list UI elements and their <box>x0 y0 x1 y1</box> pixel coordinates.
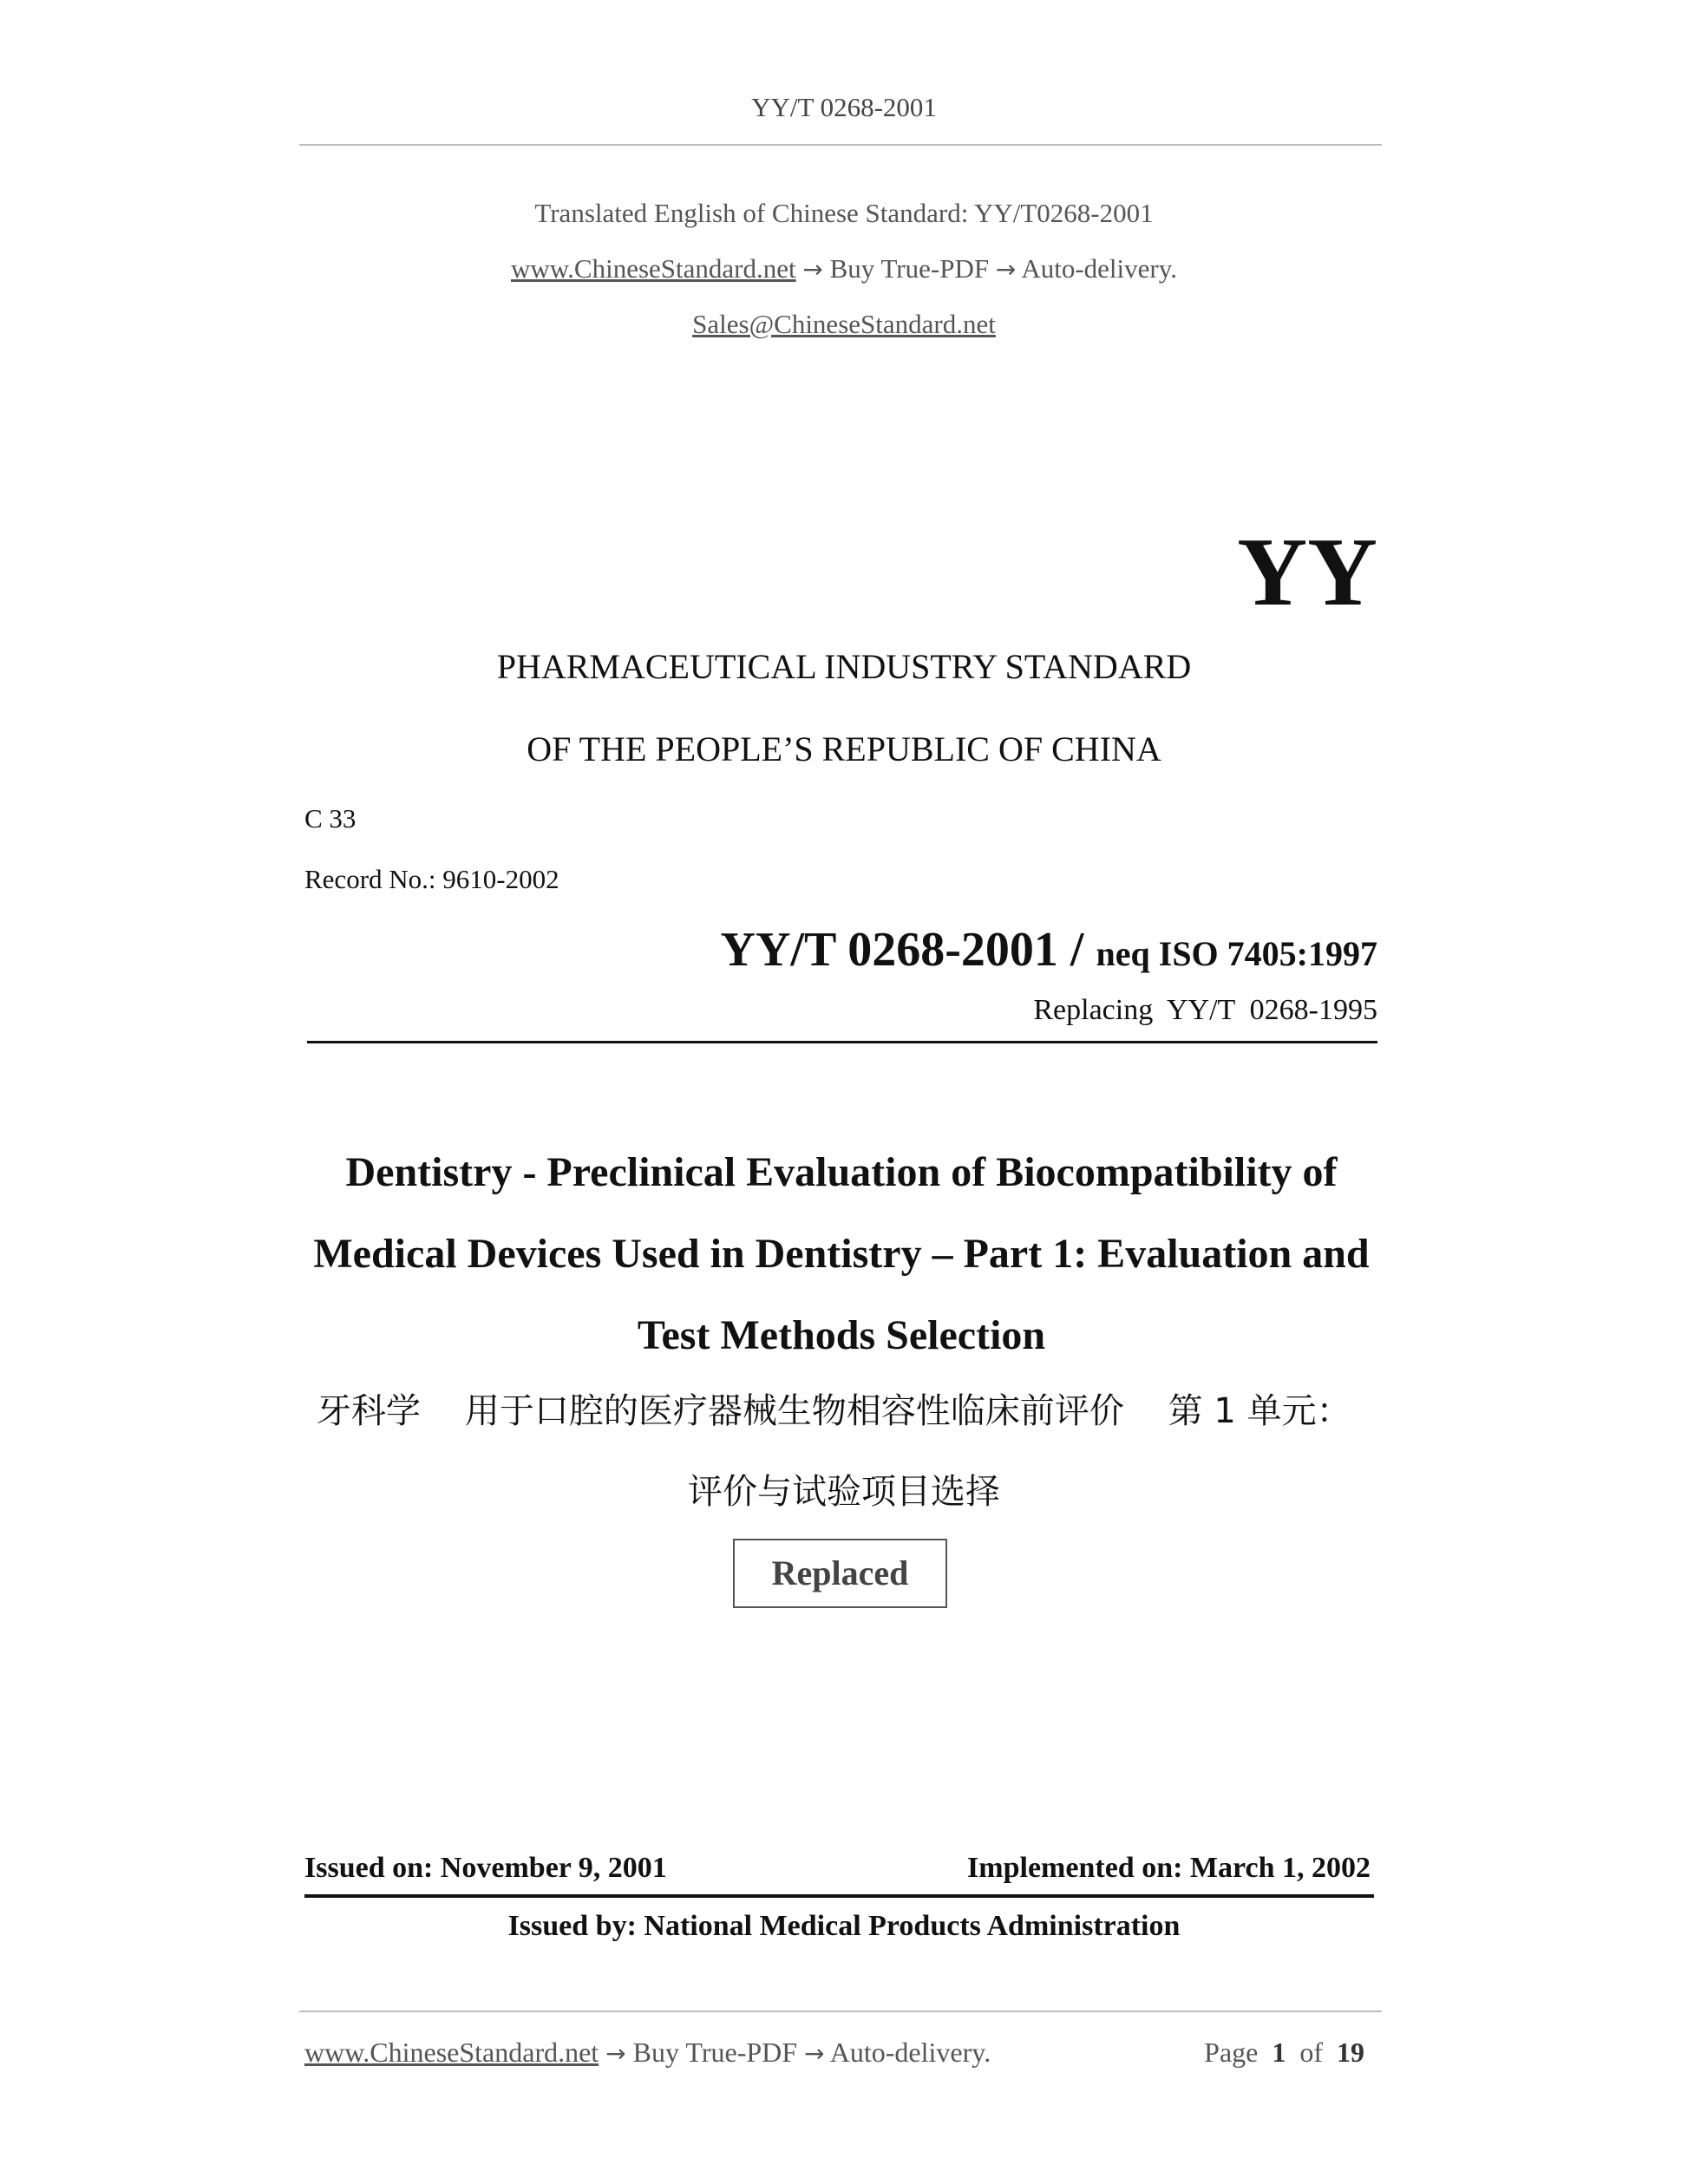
purchase-notice <box>0 253 1688 284</box>
right-arrow-icon: → <box>804 2039 825 2068</box>
standard-type-line2: OF THE PEOPLE’S REPUBLIC OF CHINA <box>527 729 1161 768</box>
right-arrow-icon: → <box>995 255 1017 284</box>
footer-divider <box>299 2011 1382 2012</box>
standard-code: YY/T 0268-2001 / <box>720 923 1084 977</box>
running-header-code: YY/T 0268-2001 <box>751 92 937 122</box>
email-link[interactable]: Sales@ChineseStandard.net <box>692 309 996 339</box>
issued-on-date: Issued on: November 9, 2001 <box>304 1852 667 1884</box>
delivery-text: Auto-delivery. <box>1021 253 1177 284</box>
document-title-chinese-line1: 牙科学 用于口腔的医疗器械生物相容性临床前评价 第 1 单元： <box>317 1391 1351 1431</box>
ccs-code: C 33 <box>304 803 357 834</box>
site-link[interactable]: www.ChineseStandard.net <box>511 253 796 284</box>
header-divider <box>299 144 1382 146</box>
page-of: of <box>1299 2037 1323 2068</box>
issue-divider <box>304 1894 1374 1898</box>
standard-mark: YY <box>1237 519 1377 626</box>
document-title-english: Dentistry - Preclinical Evaluation of Biocompatibility of Medical Devices Used in Dentistry – Part 1: Evaluation and Test Methods Selection <box>313 1149 1370 1358</box>
footer-site-link[interactable]: www.ChineseStandard.net <box>304 2037 599 2068</box>
replacing-standard: Replacing YY/T 0268-1995 <box>1033 994 1377 1026</box>
translation-notice: Translated English of Chinese Standard: YY/T0268-2001 <box>534 198 1154 228</box>
email-line <box>0 309 1688 340</box>
footer-buy-text: Buy True-PDF <box>632 2037 798 2068</box>
footer-delivery-text: Auto-delivery. <box>829 2037 991 2068</box>
right-arrow-icon: → <box>605 2039 626 2068</box>
status-badge: Replaced <box>733 1539 947 1608</box>
right-arrow-icon: → <box>802 255 823 284</box>
implemented-on-date: Implemented on: March 1, 2002 <box>967 1852 1371 1884</box>
document-title-chinese-line2: 评价与试验项目选择 <box>688 1472 1000 1512</box>
footer-purchase-notice <box>304 2037 991 2069</box>
page-label: Page <box>1204 2037 1259 2068</box>
iso-equivalence: neq ISO 7405:1997 <box>1096 934 1377 973</box>
page-total: 19 <box>1337 2037 1364 2068</box>
standard-type-line1: PHARMACEUTICAL INDUSTRY STANDARD <box>496 647 1192 686</box>
page-current: 1 <box>1272 2037 1286 2068</box>
buy-text: Buy True-PDF <box>829 253 990 284</box>
standard-number <box>721 922 1378 978</box>
title-divider <box>307 1041 1377 1043</box>
issuing-authority: Issued by: National Medical Products Administration <box>507 1910 1181 1942</box>
page-indicator <box>1204 2037 1364 2069</box>
record-number: Record No.: 9610-2002 <box>304 864 559 894</box>
